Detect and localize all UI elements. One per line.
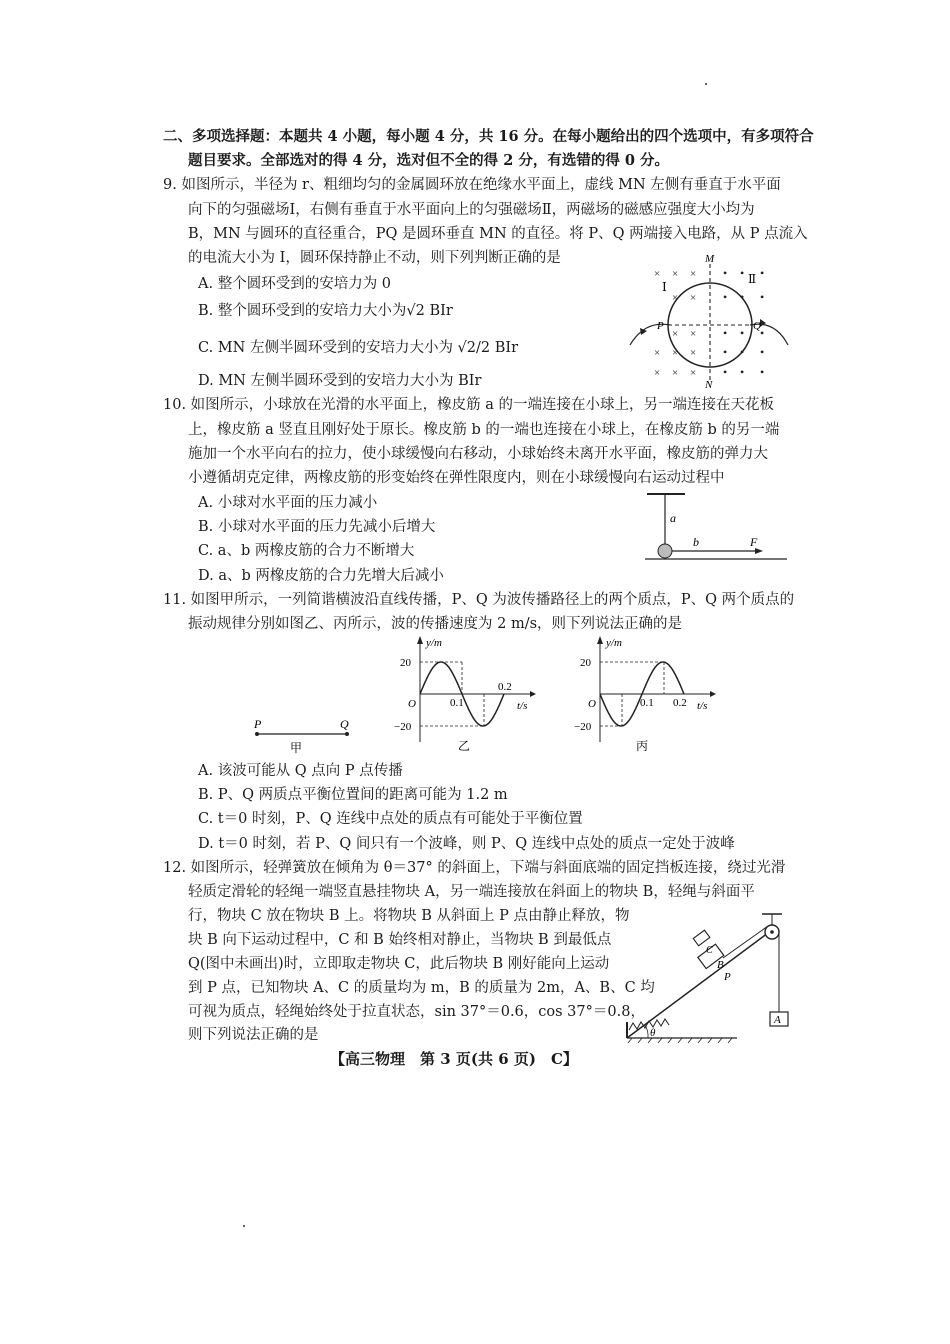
svg-text:•: • [723, 365, 728, 379]
q11-stem-line1: 11. 如图甲所示，一列简谐横波沿直线传播，P、Q 为波传播路径上的两个质点，P、Q 两个质点的 [163, 592, 795, 608]
q9-option-c: C. MN 左侧半圆环受到的安培力大小为 √2/2 BIr [198, 340, 519, 356]
q11-stem-line2: 振动规律分别如图乙、丙所示，波的传播速度为 2 m/s，则下列说法正确的是 [188, 616, 683, 632]
tick-0-1: 0.1 [640, 697, 654, 709]
svg-text:•: • [740, 266, 745, 280]
q11-option-a: A. 该波可能从 Q 点向 P 点传播 [198, 763, 403, 779]
q11-option-b: B. P、Q 两质点平衡位置间的距离可能为 1.2 m [198, 787, 508, 803]
scan-speck [705, 83, 707, 85]
q9-option-a: A. 整个圆环受到的安培力为 0 [198, 276, 392, 292]
svg-text:•: • [760, 326, 765, 340]
svg-text:•: • [740, 345, 745, 359]
q9-option-d: D. MN 左侧半圆环受到的安培力大小为 BIr [198, 373, 482, 389]
q10-stem-line2: 上，橡皮筋 a 竖直且刚好处于原长。橡皮筋 b 的一端也连接在小球上，在橡皮筋 b 的另一端 [188, 422, 780, 438]
label-q: Q [753, 320, 761, 332]
q12-stem-line8: 则下列说法正确的是 [188, 1027, 319, 1043]
svg-text:×: × [672, 268, 679, 280]
tick-0-2: 0.2 [673, 697, 687, 709]
q12-stem-line2: 轻质定滑轮的轻绳一端竖直悬挂物块 A，另一端连接放在斜面上的物块 B，轻绳与斜面平 [188, 884, 755, 900]
svg-text:×: × [654, 347, 661, 359]
q12-stem-line6: 到 P 点，已知物块 A、C 的质量均为 m，B 的质量为 2m，A、B、C 均 [188, 980, 655, 996]
origin-label: O [588, 698, 596, 710]
q10-option-a: A. 小球对水平面的压力减小 [198, 495, 378, 511]
svg-text:×: × [654, 268, 661, 280]
q10-stem-line3: 施加一个水平向右的拉力，使小球缓慢向右移动，小球始终未离开水平面，橡皮筋的弹力大 [188, 446, 768, 462]
svg-text:•: • [760, 365, 765, 379]
ground-hatch [628, 1038, 732, 1043]
q11-option-d: D. t＝0 时刻，若 P、Q 间只有一个波峰，则 P、Q 连线中点处的质点一定处于波峰 [198, 836, 735, 852]
q9-ring-figure [620, 250, 805, 390]
q12-stem-line5: Q(图中未画出)时，立即取走物块 C，此后物块 B 刚好能向上运动 [188, 956, 610, 972]
svg-text:•: • [740, 290, 745, 304]
q11-fig-bing [570, 632, 720, 757]
svg-text:×: × [672, 367, 679, 379]
tick-0-1: 0.1 [450, 697, 464, 709]
svg-text:×: × [672, 328, 679, 340]
svg-text:•: • [760, 290, 765, 304]
q10-option-c: C. a、b 两橡皮筋的合力不断增大 [198, 543, 415, 559]
q10-stem-line1: 10. 如图所示，小球放在光滑的水平面上，橡皮筋 a 的一端连接在小球上，另一端连接在天花板 [163, 397, 775, 413]
q9-option-b: B. 整个圆环受到的安培力大小为√2 BIr [198, 303, 453, 319]
q12-stem-line7: 可视为质点，轻绳始终处于拉直状态，sin 37°＝0.6，cos 37°＝0.8， [188, 1004, 645, 1020]
section-title-line1: 二、多项选择题：本题共 4 小题，每小题 4 分，共 16 分。在每小题给出的四个选项中，有多项符合 [163, 128, 814, 145]
svg-text:•: • [740, 326, 745, 340]
label-a: A [774, 1014, 781, 1026]
svg-text:•: • [723, 266, 728, 280]
label-b: b [693, 535, 699, 549]
label-field-i: Ⅰ [662, 280, 667, 294]
q12-stem-line4: 块 B 向下运动过程中，C 和 B 始终相对静止，当物块 B 到最低点 [188, 932, 612, 948]
q9-stem-line3: B，MN 与圆环的直径重合，PQ 是圆环垂直 MN 的直径。将 P、Q 两端接入电路，从 P 点流入 [188, 226, 808, 242]
x-axis-label: t/s [517, 700, 528, 712]
svg-text:×: × [654, 367, 661, 379]
label-p: P [254, 717, 262, 731]
svg-text:×: × [690, 292, 697, 304]
q11-fig-jia [245, 712, 360, 757]
caption-bing: 丙 [636, 739, 649, 753]
q9-stem-line1: 9. 如图所示，半径为 r、粗细均匀的金属圆环放在绝缘水平面上，虚线 MN 左侧有垂直于水平面 [163, 177, 781, 193]
svg-text:×: × [690, 367, 697, 379]
svg-text:•: • [760, 345, 765, 359]
label-a: a [670, 511, 676, 525]
caption-jia: 甲 [290, 741, 303, 755]
svg-text:•: • [760, 266, 765, 280]
q12-incline-figure [622, 910, 794, 1045]
caption-yi: 乙 [458, 739, 471, 753]
tick-20: 20 [400, 657, 411, 669]
svg-text:×: × [690, 347, 697, 359]
svg-text:×: × [690, 268, 697, 280]
q10-stem-line4: 小遵循胡克定律，两橡皮筋的形变始终在弹性限度内，则在小球缓慢向右运动过程中 [188, 470, 725, 486]
label-f: F [750, 535, 758, 549]
q11-option-c: C. t＝0 时刻，P、Q 连线中点处的质点有可能处于平衡位置 [198, 811, 583, 827]
y-axis-label: y/m [606, 637, 622, 649]
q12-stem-line3: 行，物块 C 放在物块 B 上。将物块 B 从斜面上 P 点由静止释放，物 [188, 908, 630, 924]
label-m: M [705, 253, 715, 265]
label-c: C [706, 945, 713, 956]
label-b: B [717, 959, 724, 971]
x-axis-label: t/s [697, 700, 708, 712]
q9-stem-line4: 的电流大小为 I，圆环保持静止不动，则下列判断正确的是 [188, 250, 561, 266]
svg-text:•: • [723, 290, 728, 304]
label-p: P [657, 320, 664, 332]
origin-label: O [408, 698, 416, 710]
block-c [693, 930, 710, 946]
label-q: Q [340, 717, 349, 731]
section-title-line2: 题目要求。全部选对的得 4 分，选对但不全的得 2 分，有选错的得 0 分。 [188, 152, 670, 169]
q9-stem-line2: 向下的匀强磁场Ⅰ，右侧有垂直于水平面向上的匀强磁场Ⅱ，两磁场的磁感应强度大小均为 [188, 202, 755, 218]
y-axis-label: y/m [426, 637, 442, 649]
svg-text:•: • [740, 365, 745, 379]
svg-text:•: • [723, 326, 728, 340]
svg-text:×: × [690, 328, 697, 340]
label-n: N [705, 379, 713, 390]
svg-text:×: × [672, 347, 679, 359]
label-p: P [724, 971, 731, 983]
label-field-ii: Ⅱ [748, 272, 757, 286]
tick-neg20: −20 [574, 721, 592, 733]
tick-0-2: 0.2 [498, 681, 512, 693]
svg-text:•: • [723, 345, 728, 359]
tick-20: 20 [580, 657, 591, 669]
page-footer: 【高三物理 第 3 页(共 6 页) C】 [330, 1050, 578, 1068]
tick-neg20: −20 [394, 721, 412, 733]
q10-option-b: B. 小球对水平面的压力先减小后增大 [198, 519, 436, 535]
q10-option-d: D. a、b 两橡皮筋的合力先增大后减小 [198, 568, 444, 584]
scan-speck [243, 1225, 245, 1227]
svg-text:×: × [672, 292, 679, 304]
q12-stem-line1: 12. 如图所示，轻弹簧放在倾角为 θ＝37° 的斜面上，下端与斜面底端的固定挡板连接，绕过光滑 [163, 860, 786, 876]
q11-fig-yi [390, 632, 540, 757]
label-theta: θ [650, 1027, 656, 1039]
q10-figure [645, 488, 790, 563]
